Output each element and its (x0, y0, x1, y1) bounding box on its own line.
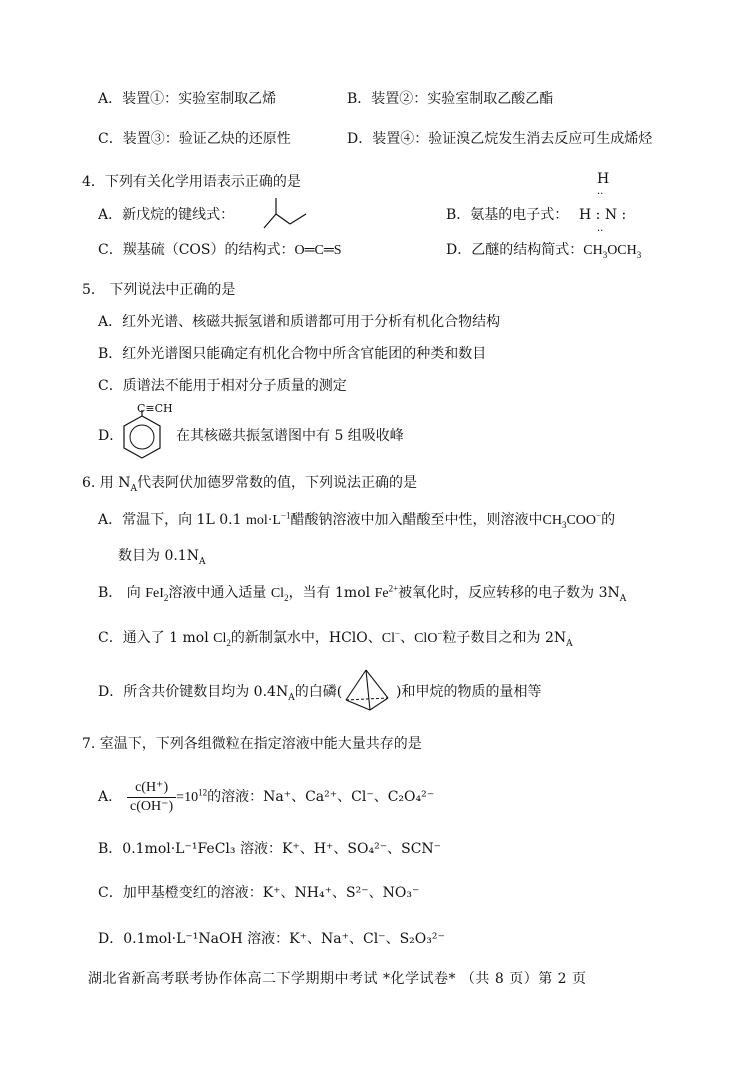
amino-h-top: H (597, 171, 610, 187)
q5-option-b: B．红外光谱图只能确定有机化合物中所含官能团的种类和数目 (98, 346, 487, 362)
q6-option-a-line1: A．常温下，向 1L 0.1 $mol\cdot L^{-1}$醋酸钠溶液中加入醋酸至中性，则溶液中$CH_3COO^-$的 (98, 510, 616, 530)
phenylacetylene-benzene-ring (120, 412, 164, 464)
q4-option-d: D．乙醚的结构简式：$CH_3OCH_3$ (446, 242, 642, 260)
q6-option-c: C．通入了 1 mol $Cl_2$的新制氯水中，HClO、Cl−、ClO−粒子数目之和为 $2N_A$ (98, 628, 573, 649)
amino-dots-top: ·· (597, 189, 604, 200)
concentration-ratio-fraction: $\frac{c(H^+)}{c(OH^-)}$ (127, 779, 176, 816)
q3-option-b: B．装置②：实验室制取乙酸乙酯 (347, 91, 554, 107)
neopentane-skeletal-diagram (262, 194, 312, 236)
q5-option-d-label: D． (98, 428, 124, 444)
cos-structural-formula: O═C═S (294, 243, 342, 258)
q5-option-d-text: 在其核磁共振氢谱图中有 5 组吸收峰 (176, 428, 404, 444)
q3-option-d: D．装置④：验证溴乙烷发生消去反应可生成烯烃 (347, 131, 653, 147)
q7-option-c: C．加甲基橙变红的溶液：K⁺、NH₄⁺、S²⁻、NO₃⁻ (98, 885, 420, 901)
q5-option-a: A．红外光谱、核磁共振氢谱和质谱都可用于分析有机化合物结构 (98, 314, 501, 330)
amino-dots-bottom: ·· (597, 226, 604, 237)
q4-option-c: C．羰基硫（COS）的结构式：O═C═S (98, 242, 342, 258)
page-footer: 湖北省新高考联考协作体高二下学期期中考试 *化学试卷* （共 8 页）第 2 页 (88, 971, 587, 987)
q4-option-a: A．新戊烷的键线式： (98, 207, 235, 223)
q6-stem: 6. 用 $N_A$代表阿伏加德罗常数的值，下列说法正确的是 (82, 475, 418, 494)
q3-option-c: C．装置③：验证乙炔的还原性 (98, 131, 291, 147)
q7-option-d: D．0.1mol·L⁻¹NaOH 溶液：K⁺、Na⁺、Cl⁻、S₂O₃²⁻ (98, 931, 445, 947)
q6-option-d-a: D．所含共价键数目均为 $0.4N_A$的白磷( (98, 684, 343, 703)
q5-option-c: C．质谱法不能用于相对分子质量的测定 (98, 378, 347, 394)
q6-option-a-line2: 数目为 $0.1N_A$ (118, 548, 206, 567)
q6-option-b: B． 向 FeI$_2$溶液中通入适量 $Cl_2$，当有 1mol $Fe^{2+}$被氧化时，反应转移的电子数为 $3N_A$ (98, 583, 627, 604)
q5-stem: 5． 下列说法中正确的是 (82, 282, 236, 298)
q4-stem: 4．下列有关化学用语表示正确的是 (82, 174, 301, 190)
white-phosphorus-tetrahedron (344, 668, 394, 714)
q7-stem: 7. 室温下，下列各组微粒在指定溶液中能大量共存的是 (82, 736, 422, 752)
phenylacetylene-label: C≡CH (137, 402, 173, 415)
q4-option-b: B．氨基的电子式： (446, 207, 569, 223)
q3-option-a: A．装置①：实验室制取乙烯 (98, 91, 277, 107)
q7-option-b: B．0.1mol·L⁻¹FeCl₃ 溶液：K⁺、H⁺、SO₄²⁻、SCN⁻ (98, 841, 442, 857)
q6-option-d-b: )和甲烷的物质的量相等 (396, 684, 542, 700)
amino-electron-formula: H : N : (579, 207, 627, 223)
q7-option-a: A. $\frac{c(H^+)}{c(OH^-)}$ $=10^{12}$的溶液：Na⁺、Ca²⁺、Cl⁻、C₂O₄²⁻ (98, 779, 435, 814)
